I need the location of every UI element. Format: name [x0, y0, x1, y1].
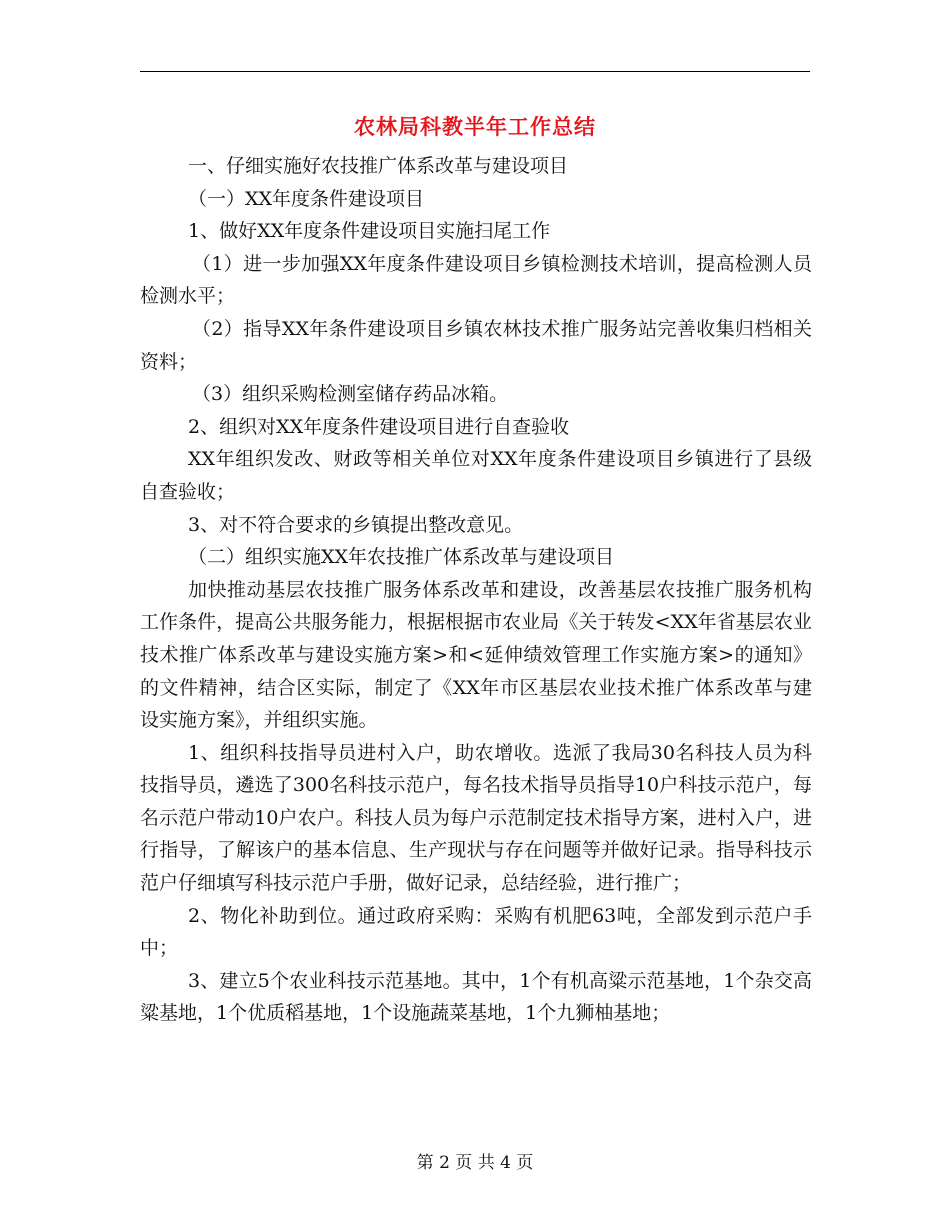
- sub-item: （2）指导XX年条件建设项目乡镇农林技术推广服务站完善收集归档相关资料；: [140, 317, 812, 373]
- section-heading: 一、仔细实施好农技推广体系改革与建设项目: [188, 155, 569, 177]
- sub-item: （1）进一步加强XX年度条件建设项目乡镇检测技术培训，提高检测人员检测水平；: [140, 252, 812, 308]
- body-paragraph: XX年组织发改、财政等相关单位对XX年度条件建设项目乡镇进行了县级自查验收；: [140, 448, 812, 503]
- item-heading: 1、做好XX年度条件建设项目实施扫尾工作: [188, 220, 551, 243]
- sub-item: （3）组织采购检测室储存药品冰箱。: [192, 383, 509, 406]
- subsection-heading: （二）组织实施XX年农技推广体系改革与建设项目: [188, 546, 615, 569]
- document-title: 农林局科教半年工作总结: [354, 114, 596, 139]
- body-paragraph: 加快推动基层农技推广服务体系改革和建设，改善基层农技推广服务机构工作条件，提高公共服务能力，根据根据市农业局《关于转发<XX年省基层农业技术推广体系改革与建设实施方案>和<延伸绩效管理工作实施方案>的通知》的文件精神，结合区实际，制定了《XX年市区基层农业技术推广体系改革与建设实施方案》，并组织实施。: [140, 578, 812, 732]
- item-heading: 2、组织对XX年度条件建设项目进行自查验收: [188, 415, 570, 438]
- header-rule: [140, 71, 810, 72]
- body-paragraph: 3、建立5个农业科技示范基地。其中，1个有机高粱示范基地，1个杂交高粱基地，1个优质稻基地，1个设施蔬菜基地，1个九狮柚基地；: [140, 969, 812, 1025]
- page-footer: 第 2 页 共 4 页: [416, 1153, 534, 1173]
- body-paragraph: 1、组织科技指导员进村入户，助农增收。选派了我局30名科技人员为科技指导员，遴选了300名科技示范户，每名技术指导员指导10户科技示范户，每名示范户带动10户农户。科技人员为每户示范制定技术指导方案，进村入户，进行指导，了解该户的基本信息、生产现状与存在问题等并做好记录。指导科技示范户仔细填写科技示范户手册，做好记录，总结经验，进行推广；: [140, 741, 812, 895]
- body-paragraph: 2、物化补助到位。通过政府采购：采购有机肥63吨，全部发到示范户手中；: [140, 904, 812, 960]
- item-heading: 3、对不符合要求的乡镇提出整改意见。: [188, 513, 524, 536]
- document-body: [140, 150, 812, 1030]
- subsection-heading: （一）XX年度条件建设项目: [188, 187, 425, 210]
